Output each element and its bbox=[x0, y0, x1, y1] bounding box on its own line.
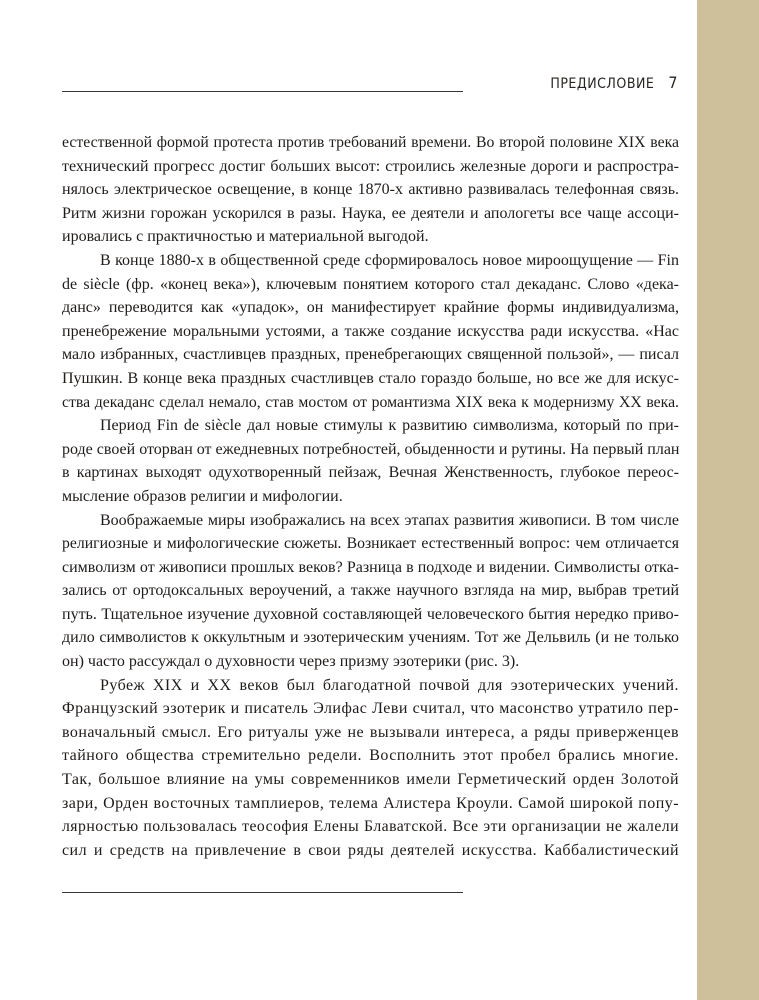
text-line: ировались с практичностью и материальной выгодой. bbox=[62, 228, 429, 246]
text-line: зались от ортодоксальных вероучений, а также научного взгляда на мир, выбрав третий bbox=[62, 582, 679, 600]
text-line: мысление образов религии и мифологии. bbox=[62, 487, 343, 505]
text-line: Рубеж XIX и XX веков был благодатной почвой для эзотерических учений. bbox=[100, 676, 679, 694]
section-title: ПРЕДИСЛОВИЕ bbox=[550, 76, 655, 92]
text-line: de siècle (фр. «конец века»), ключевым понятием которого стал декаданс. Слово «дека- bbox=[62, 275, 679, 293]
page-edge-strip bbox=[697, 0, 759, 1000]
text-line: Ритм жизни горожан ускорился в разы. Наука, ее деятели и апологеты все чаще ассоци- bbox=[62, 204, 679, 222]
text-line: Пушкин. В конце века праздных счастливцев стало гораздо больше, но все же для искус- bbox=[62, 369, 679, 387]
text-line: естественной формой протеста против требований времени. Во второй половине XIX века bbox=[62, 134, 679, 151]
text-line: нялось электрическое освещение, в конце 1870-х активно развивалась телефонная связь. bbox=[62, 181, 679, 199]
text-line: зари, Орден восточных тамплиеров, телема Алистера Кроули. Самой широкой попу- bbox=[62, 794, 679, 812]
header-rule bbox=[62, 91, 463, 92]
page-number: 7 bbox=[668, 73, 678, 92]
text-line: в картинах выходят одухотворенный пейзаж, Вечная Женственность, глубокое переос- bbox=[62, 464, 679, 482]
text-line: В конце 1880-х в общественной среде сформировалось новое мироощущение — Fin bbox=[100, 251, 679, 269]
text-line: символизм от живописи прошлых веков? Разница в подходе и видении. Символисты отка- bbox=[62, 558, 679, 576]
text-line: сил и средств на привлечение в свои ряды деятелей искусства. Каббалистический bbox=[62, 841, 679, 859]
text-line: лярностью пользовалась теософия Елены Блаватской. Все эти организации не жалели bbox=[62, 818, 679, 836]
text-line: тайного общества стремительно редели. Восполнить этот пробел брались многие. bbox=[62, 747, 679, 765]
footer-rule bbox=[62, 892, 463, 893]
body-text bbox=[62, 131, 679, 862]
text-line: Воображаемые миры изображались на всех этапах развития живописи. В том числе bbox=[100, 511, 679, 529]
text-line: дило символистов к оккультным и эзотерическим учениям. Тот же Дельвиль (и не только bbox=[62, 629, 679, 647]
running-head bbox=[480, 73, 678, 92]
text-line: путь. Тщательное изучение духовной составляющей человеческого бытия нередко приво- bbox=[62, 605, 679, 623]
text-line: технический прогресс достиг больших высот: строились железные дороги и распростра- bbox=[62, 157, 679, 175]
text-line: пренебрежение моральными устоями, а также создание искусства ради искусства. «Нас bbox=[62, 322, 679, 340]
text-line: религиозные и мифологические сюжеты. Возникает естественный вопрос: чем отличается bbox=[62, 535, 679, 553]
text-line: ства декаданс сделал немало, став мостом от романтизма XIX века к модернизму XX века. bbox=[62, 393, 679, 411]
text-line: данс» переводится как «упадок», он манифестирует крайние формы индивидуализма, bbox=[62, 299, 679, 317]
text-line: Французский эзотерик и писатель Элифас Леви считал, что масонство утратило пер- bbox=[62, 700, 679, 718]
text-line: мало избранных, счастливцев праздных, пренебрегающих священной пользой», — писал bbox=[62, 346, 679, 364]
text-line: роде своей оторван от ежедневных потребностей, обыденности и рутины. На первый план bbox=[62, 440, 680, 458]
text-line: Так, большое влияние на умы современников имели Герметический орден Золотой bbox=[62, 771, 679, 789]
text-line: он) часто рассуждал о духовности через призму эзотерики (рис. 3). bbox=[62, 653, 520, 671]
text-line: воначальный смысл. Его ритуалы уже не вызывали интереса, а ряды приверженцев bbox=[62, 723, 679, 741]
text-line: Период Fin de siècle дал новые стимулы к развитию символизма, который по при- bbox=[100, 417, 679, 435]
